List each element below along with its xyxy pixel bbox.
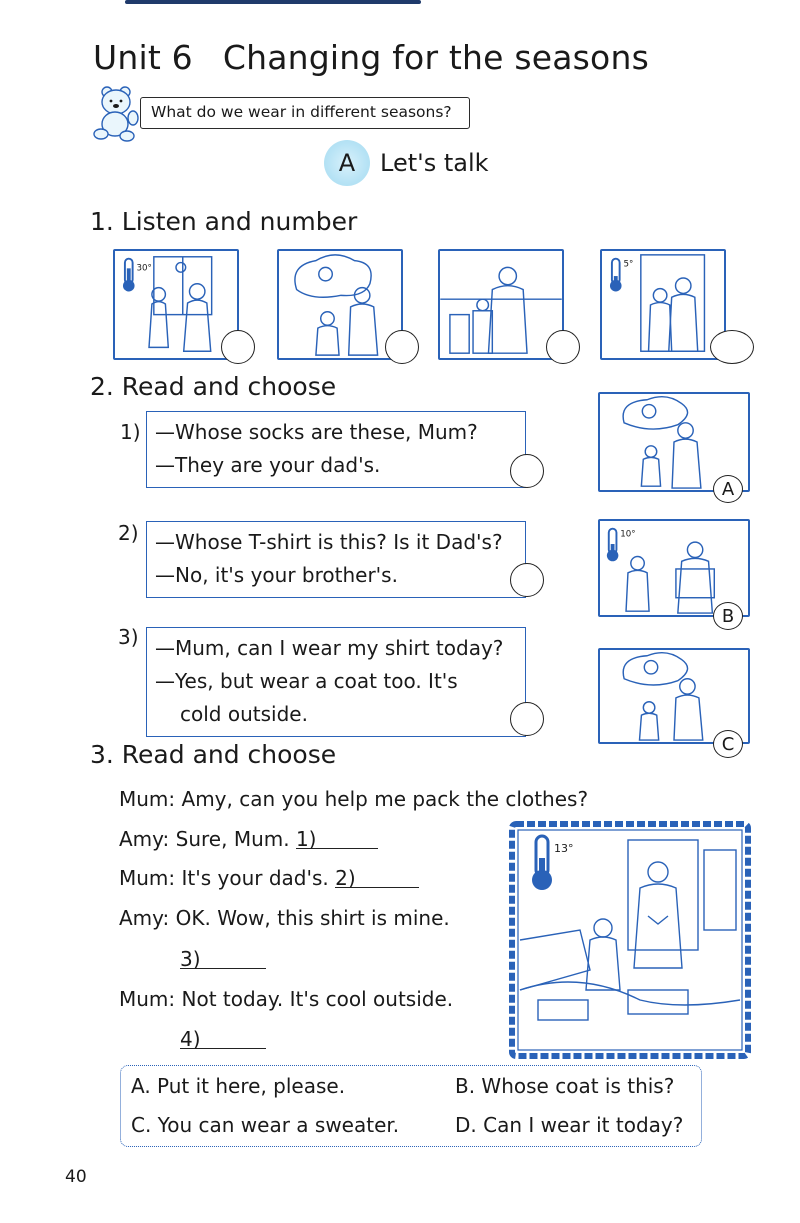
- answer-circle-3[interactable]: [546, 330, 580, 364]
- item-number-2: 2): [118, 521, 139, 545]
- dialogue-line-5: [180, 947, 266, 971]
- picture-label-b: B: [713, 602, 743, 630]
- top-rule: [125, 0, 421, 4]
- section3-picture: [508, 820, 752, 1060]
- choice-circle-3[interactable]: [510, 702, 544, 736]
- unit-number: Unit 6: [93, 38, 193, 77]
- answer-blank-1[interactable]: 1): [296, 827, 378, 849]
- dialogue-line: —No, it's your brother's.: [155, 563, 398, 587]
- part-letter: A: [324, 140, 370, 186]
- dialogue-line-2: Amy: Sure, Mum. 1): [119, 827, 378, 851]
- temp-label-b: 10°: [620, 529, 636, 540]
- thermometer-icon: [610, 259, 622, 292]
- dialogue-box-1: [146, 411, 526, 488]
- option-d[interactable]: D. Can I wear it today?: [455, 1113, 684, 1137]
- bear-mascot-icon: [93, 84, 145, 142]
- dialogue-box-3: [146, 627, 526, 737]
- part-title: Let's talk: [380, 149, 489, 177]
- dialogue-line-7: [180, 1027, 266, 1051]
- dialogue-line: cold outside.: [180, 702, 308, 726]
- unit-name: Changing for the seasons: [222, 38, 649, 77]
- section2-heading: 2. Read and choose: [90, 372, 337, 401]
- page-number: 40: [65, 1167, 87, 1187]
- thermometer-icon: [607, 529, 619, 562]
- option-a[interactable]: A. Put it here, please.: [131, 1074, 346, 1098]
- item-number-3: 3): [118, 625, 139, 649]
- temp-label-1: 30°: [136, 263, 152, 274]
- answer-circle-2[interactable]: [385, 330, 419, 364]
- thermometer-icon: [532, 836, 552, 890]
- section1-heading: 1. Listen and number: [90, 207, 358, 236]
- option-c[interactable]: C. You can wear a sweater.: [131, 1113, 400, 1137]
- options-box: [120, 1065, 702, 1147]
- unit-title: [93, 38, 649, 77]
- listen-picture-2: [277, 249, 403, 360]
- dialogue-line-1: Mum: Amy, can you help me pack the clothes?: [119, 787, 589, 811]
- picture-label-a: A: [713, 475, 743, 503]
- answer-circle-4[interactable]: [710, 330, 754, 364]
- dialogue-box-2: [146, 521, 526, 598]
- dialogue-line: —Yes, but wear a coat too. It's: [155, 669, 458, 693]
- listen-picture-3: [438, 249, 564, 360]
- option-b[interactable]: B. Whose coat is this?: [455, 1074, 675, 1098]
- dialogue-line: —Mum, can I wear my shirt today?: [155, 636, 504, 660]
- dialogue-line-4: Amy: OK. Wow, this shirt is mine.: [119, 906, 450, 930]
- section3-heading: 3. Read and choose: [90, 740, 337, 769]
- picture-label-c: C: [713, 730, 743, 758]
- answer-blank-4[interactable]: 4): [180, 1027, 266, 1049]
- dialogue-line: —Whose T-shirt is this? Is it Dad's?: [155, 530, 503, 554]
- temp-label-3: 13°: [554, 842, 574, 855]
- dialogue-line: —They are your dad's.: [155, 453, 381, 477]
- thermometer-icon: [123, 259, 135, 292]
- answer-blank-2[interactable]: 2): [335, 866, 419, 888]
- part-header: [324, 140, 489, 186]
- item-number-1: 1): [120, 420, 141, 444]
- dialogue-line: —Whose socks are these, Mum?: [155, 420, 478, 444]
- dialogue-line-6: Mum: Not today. It's cool outside.: [119, 987, 454, 1011]
- listen-picture-4: [600, 249, 726, 360]
- question-box: What do we wear in different seasons?: [140, 97, 470, 129]
- listen-picture-1: [113, 249, 239, 360]
- answer-circle-1[interactable]: [221, 330, 255, 364]
- choice-circle-2[interactable]: [510, 563, 544, 597]
- dialogue-line-3: Mum: It's your dad's. 2): [119, 866, 419, 890]
- temp-label-4: 5°: [623, 259, 634, 270]
- choice-circle-1[interactable]: [510, 454, 544, 488]
- answer-blank-3[interactable]: 3): [180, 947, 266, 969]
